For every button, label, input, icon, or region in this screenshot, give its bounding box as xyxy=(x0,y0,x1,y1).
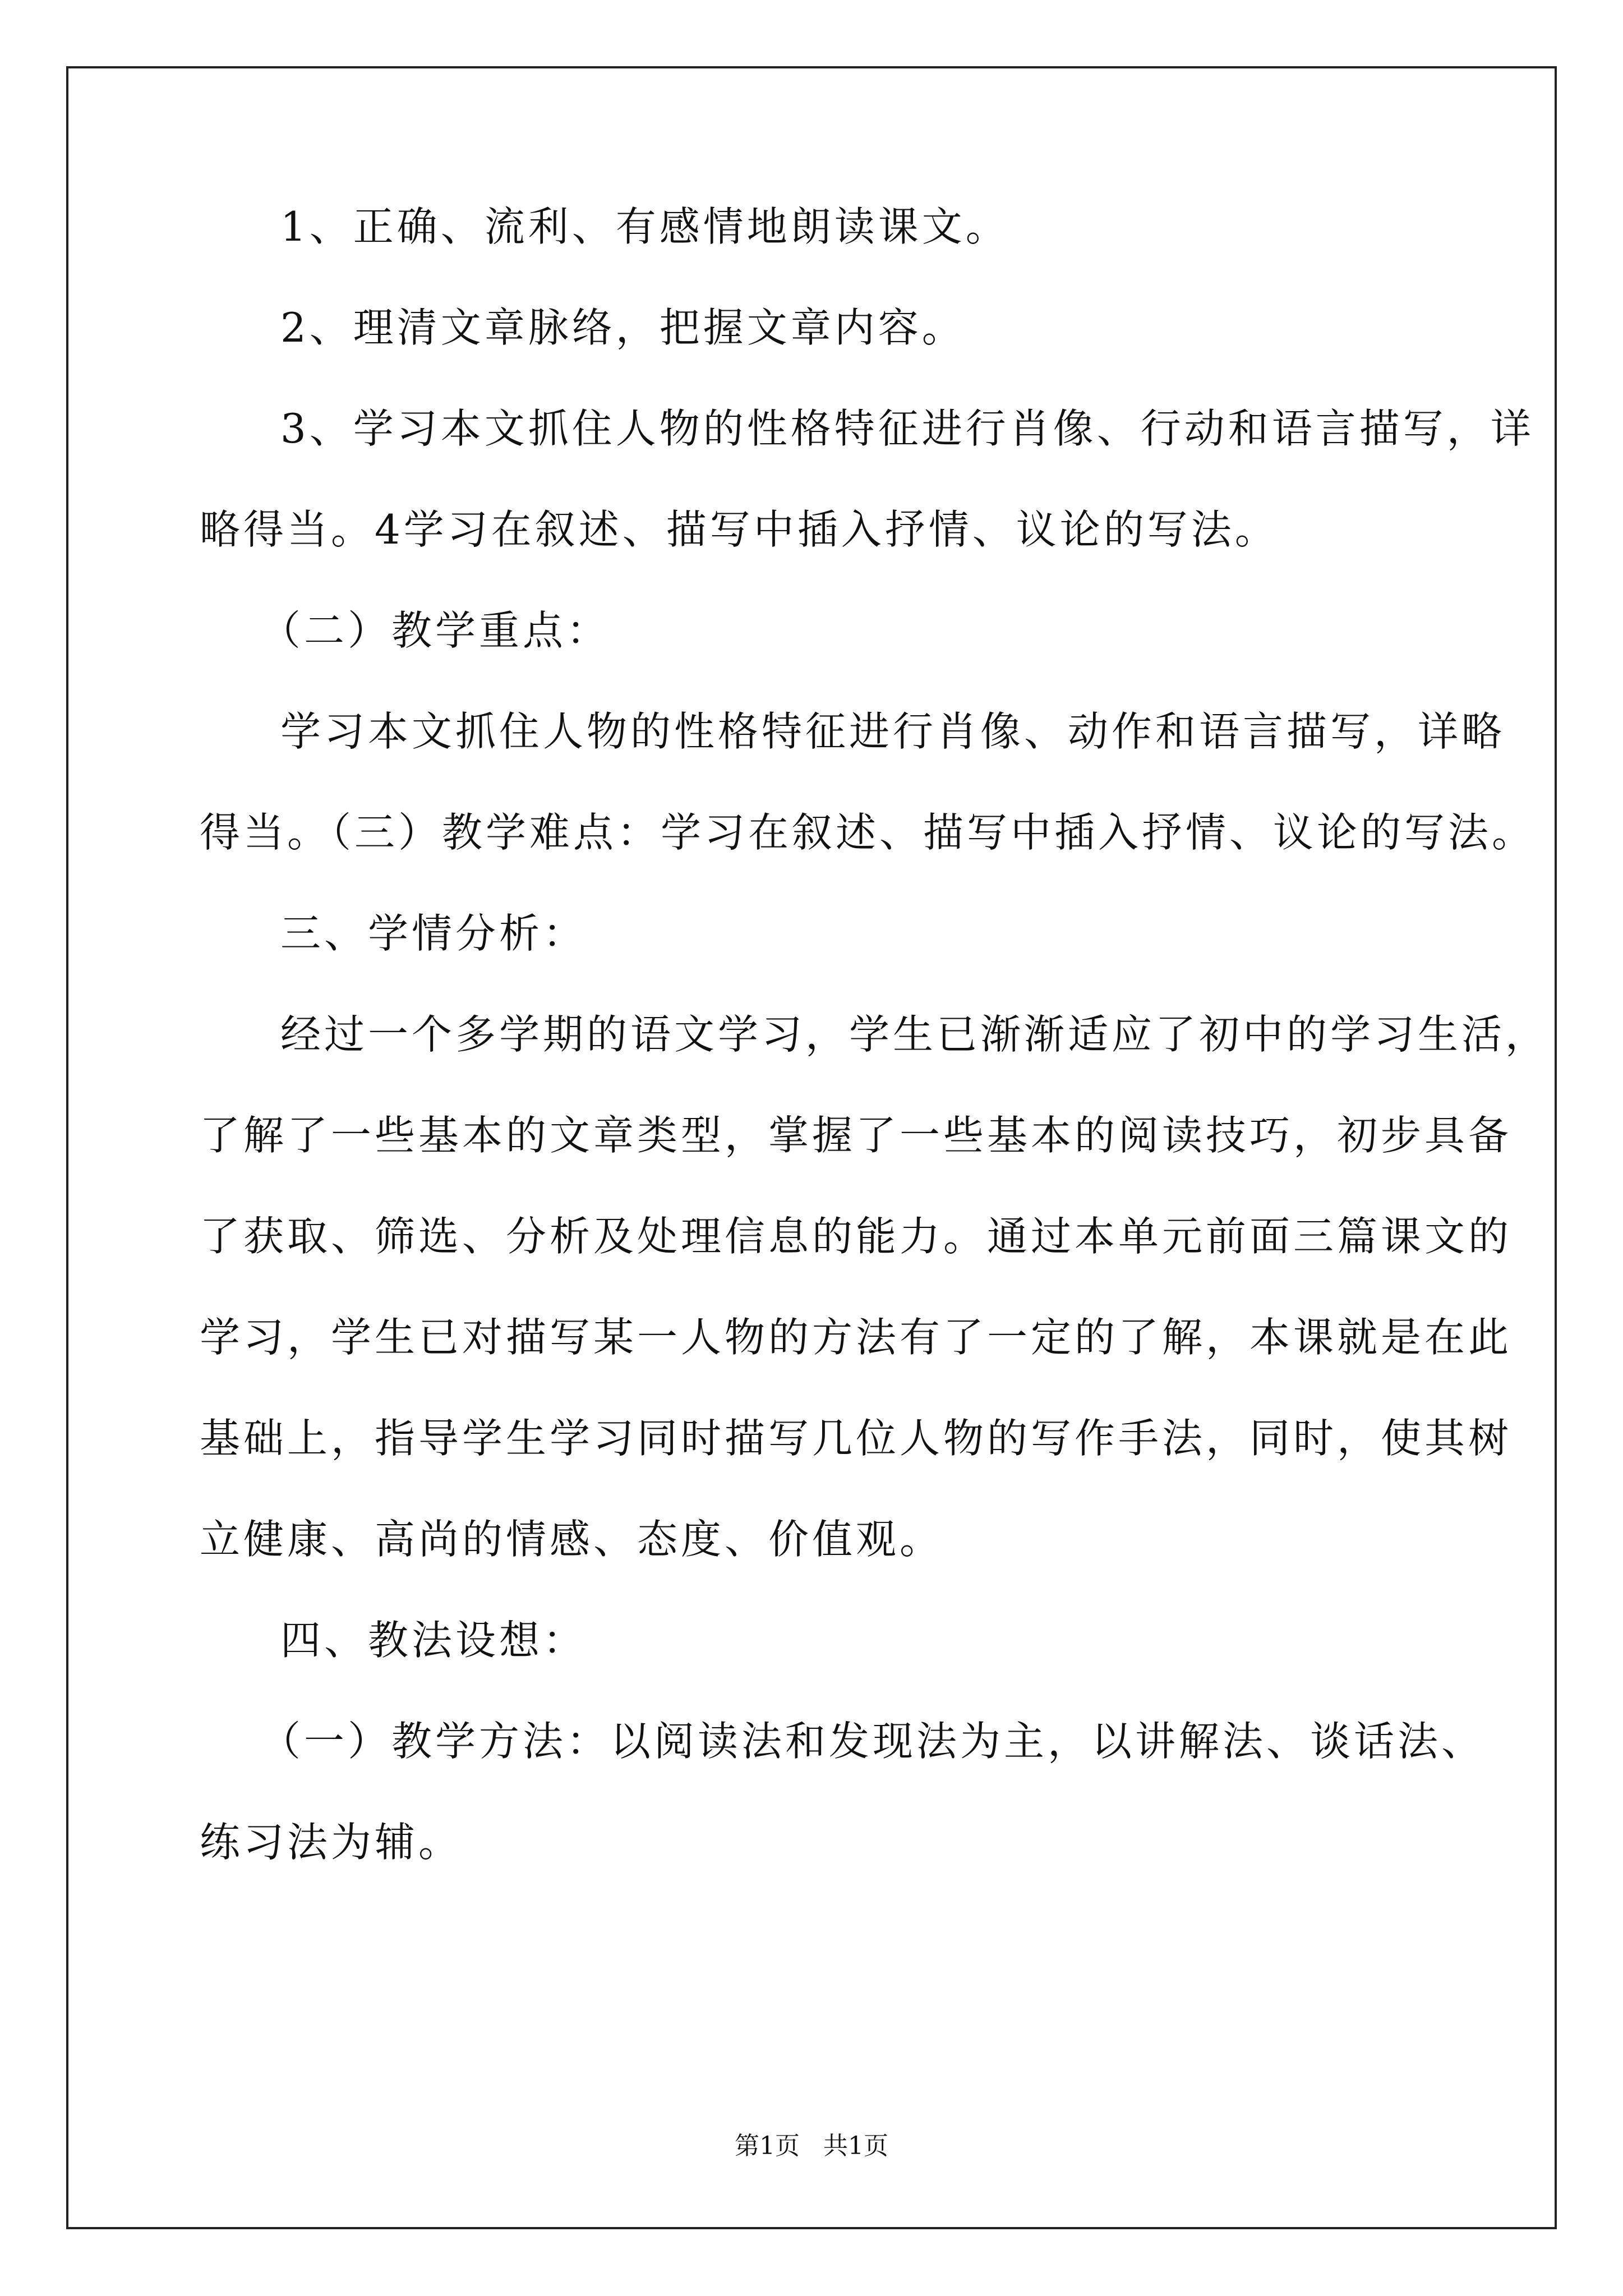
text-line: 略得当。4学习在叙述、描写中插入抒情、议论的写法。 xyxy=(200,506,1279,553)
text-line: 练习法为辅。 xyxy=(200,1819,463,1866)
text-line: 了获取、筛选、分析及处理信息的能力。通过本单元前面三篇课文的 xyxy=(200,1213,1513,1260)
section-heading: 三、学情分析： xyxy=(280,910,587,957)
text-line: 3、学习本文抓住人物的性格特征进行肖像、行动和语言描写，详 xyxy=(280,405,1534,452)
text-line: 1、正确、流利、有感情地朗读课文。 xyxy=(280,203,1009,250)
text-line: 立健康、高尚的情感、态度、价值观。 xyxy=(200,1516,944,1563)
text-line: 学习本文抓住人物的性格特征进行肖像、动作和语言描写，详略 xyxy=(280,708,1506,755)
section-heading: 四、教法设想： xyxy=(280,1617,587,1664)
section-heading: （二）教学重点： xyxy=(260,607,611,654)
text-line: 2、理清文章脉络，把握文章内容。 xyxy=(280,304,966,351)
text-line: （一）教学方法：以阅读法和发现法为主，以讲解法、谈话法、 xyxy=(260,1718,1486,1765)
page-number: 第1页 共1页 xyxy=(735,2132,888,2160)
text-line: 经过一个多学期的语文学习，学生已渐渐适应了初中的学习生活， xyxy=(280,1011,1550,1058)
text-line: 得当。（三）教学难点：学习在叙述、描写中插入抒情、议论的写法。 xyxy=(200,809,1536,856)
text-line: 基础上，指导学生学习同时描写几位人物的写作手法，同时，使其树 xyxy=(200,1415,1513,1462)
text-line: 了解了一些基本的文章类型，掌握了一些基本的阅读技巧，初步具备 xyxy=(200,1112,1513,1159)
text-line: 学习，学生已对描写某一人物的方法有了一定的了解，本课就是在此 xyxy=(200,1314,1513,1361)
